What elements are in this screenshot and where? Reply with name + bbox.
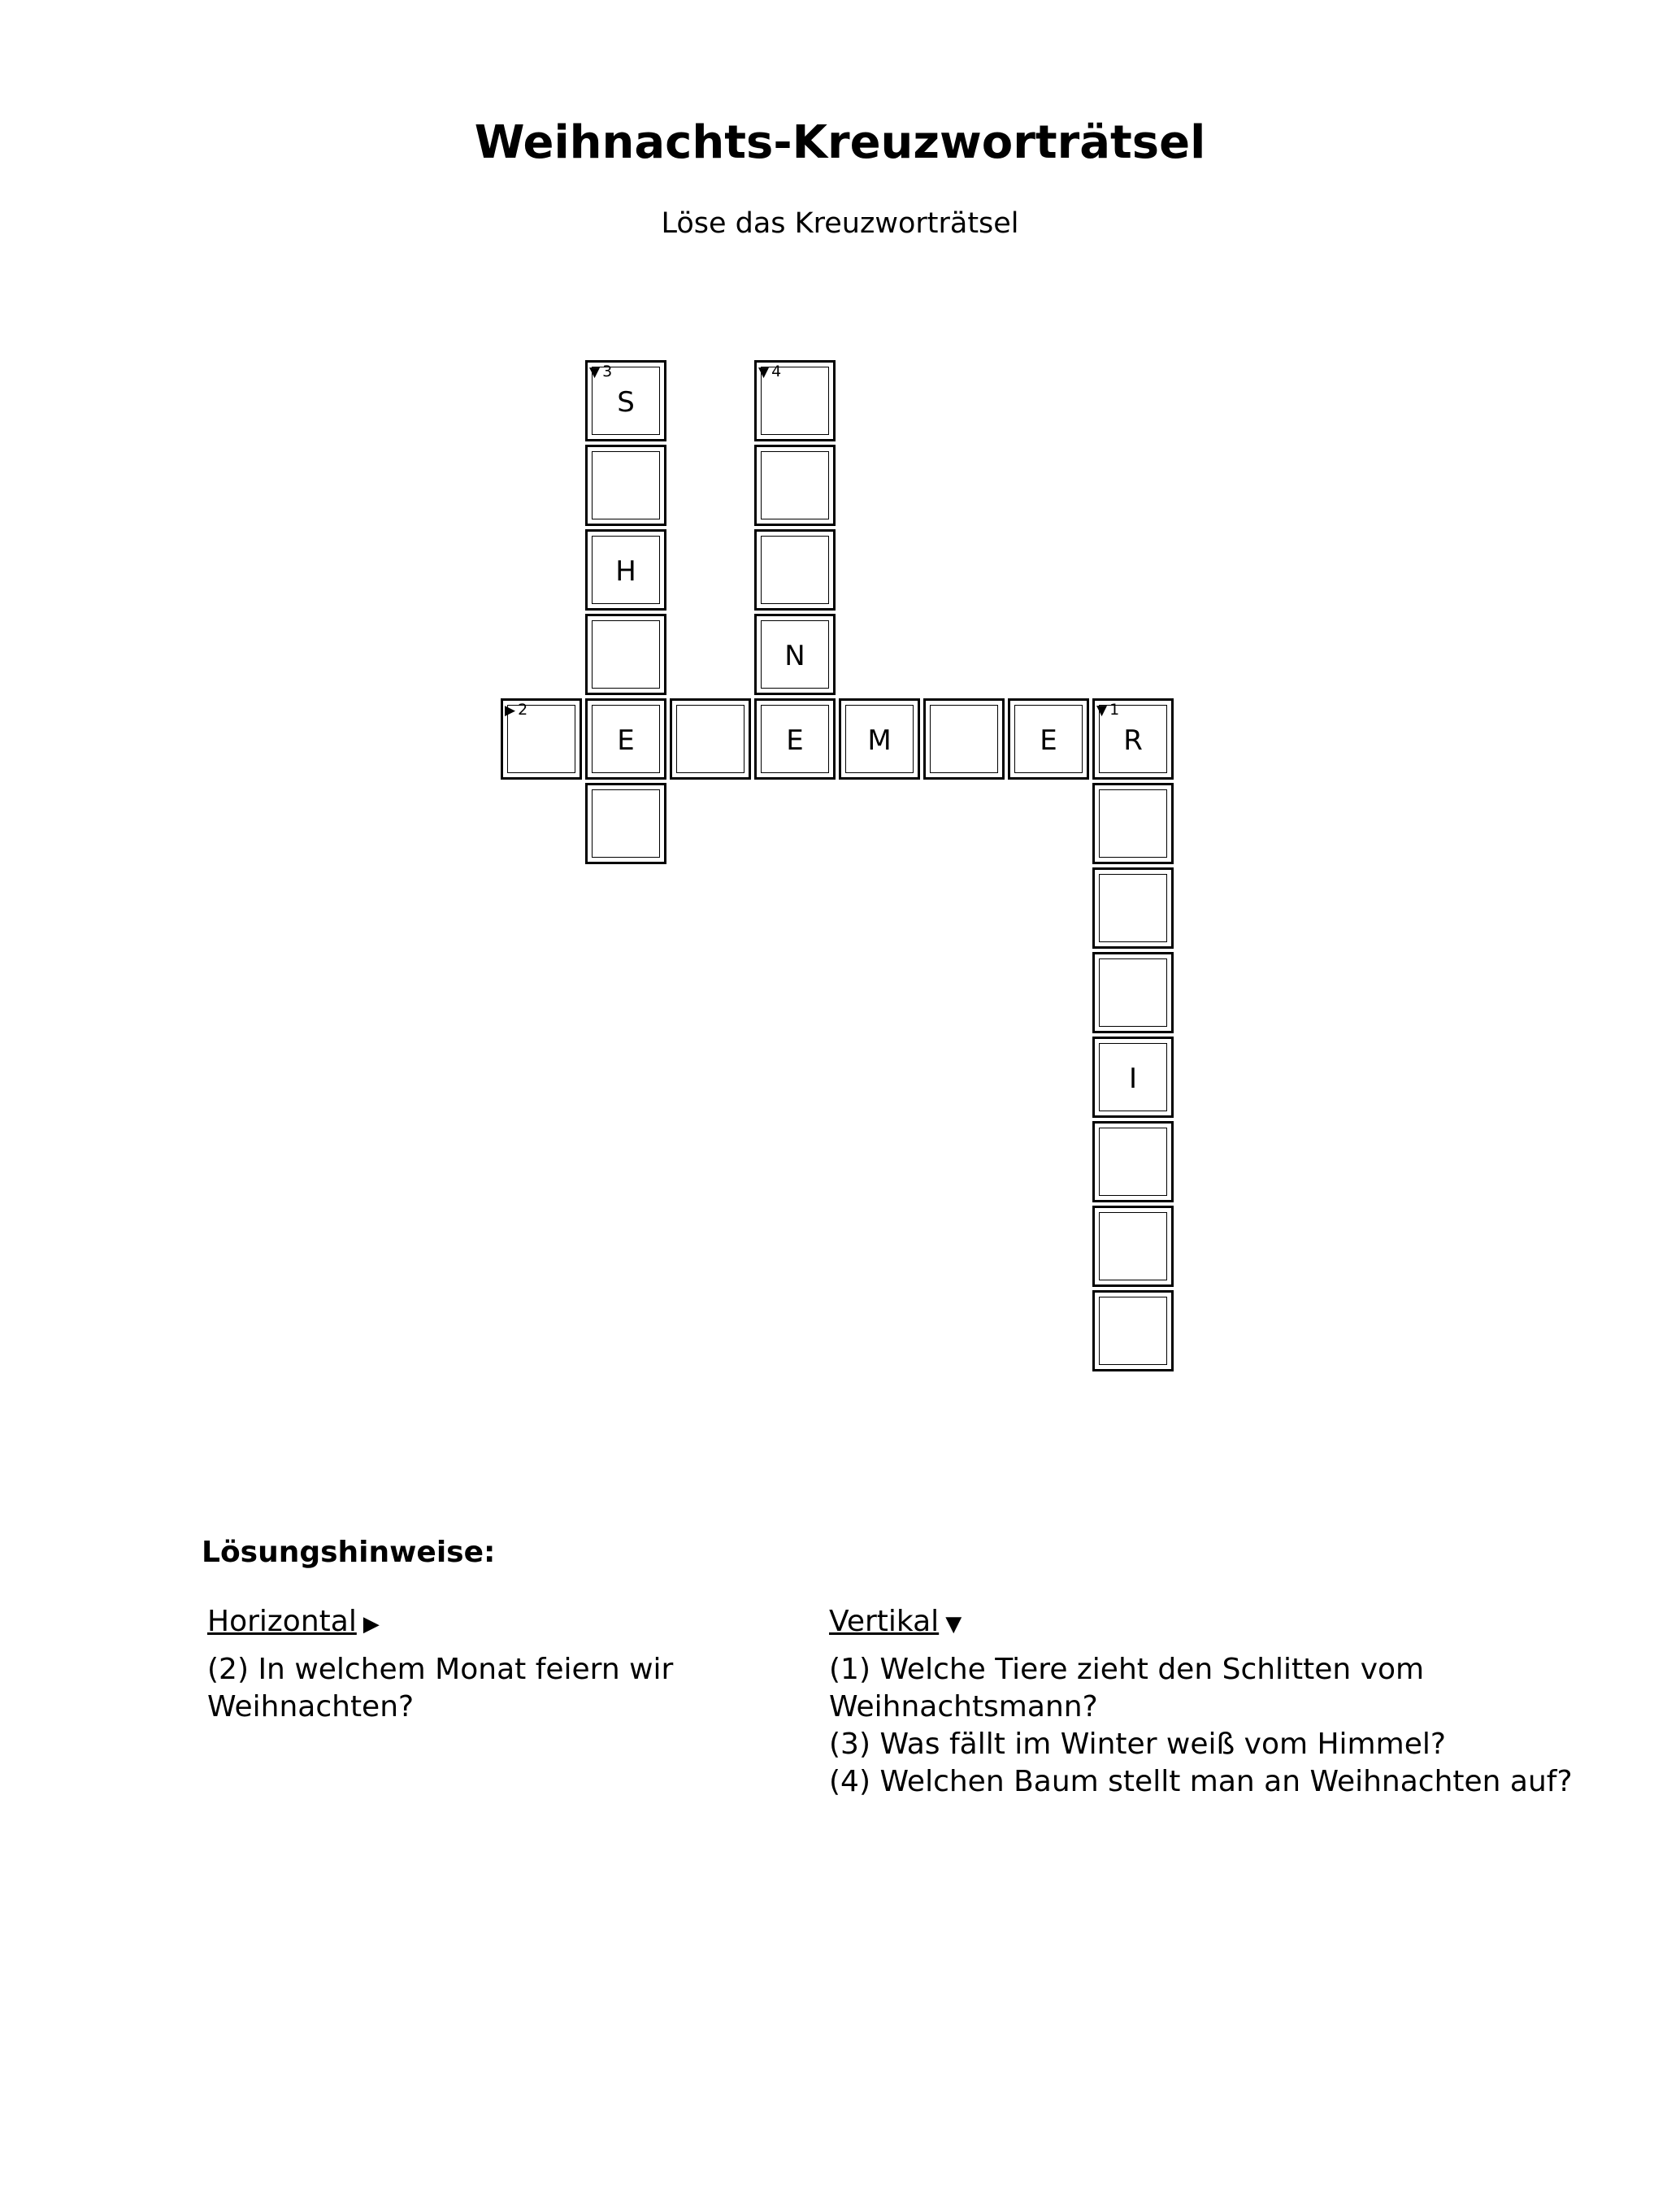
grid-cell[interactable] bbox=[1092, 1121, 1174, 1202]
cell-letter: N bbox=[784, 640, 805, 672]
cell-letter bbox=[1095, 870, 1171, 946]
grid-cell[interactable] bbox=[585, 783, 666, 864]
cell-letter bbox=[1095, 1208, 1171, 1284]
grid-cell[interactable] bbox=[585, 614, 666, 695]
page-title: Weihnachts-Kreuzworträtsel bbox=[474, 116, 1206, 169]
cell-letter bbox=[757, 532, 833, 608]
grid-cell[interactable] bbox=[585, 360, 666, 441]
cell-letter bbox=[757, 447, 833, 524]
horizontal-clues bbox=[207, 1603, 776, 1726]
cell-letter: I bbox=[1128, 1063, 1138, 1095]
clue-text: (1) Welche Tiere zieht den Schlitten vom Weihnachtsmann? bbox=[829, 1653, 1425, 1723]
right-arrow-icon: ▶ bbox=[362, 1612, 380, 1636]
grid-cell[interactable] bbox=[1092, 783, 1174, 864]
cell-letter: E bbox=[617, 724, 635, 757]
clue-number-4: ▼ 4 bbox=[758, 363, 782, 380]
grid-cell[interactable] bbox=[1092, 952, 1174, 1033]
clue-text: (4) Welchen Baum stellt man an Weihnachten auf? bbox=[829, 1765, 1573, 1798]
clue-text: (2) In welchem Monat feiern wir Weihnachten? bbox=[207, 1653, 674, 1723]
down-arrow-icon: ▼ bbox=[589, 364, 601, 380]
cell-letter: H bbox=[615, 555, 636, 588]
grid-cell[interactable] bbox=[1092, 1037, 1174, 1118]
clue-number-1: ▼ 1 bbox=[1096, 701, 1120, 719]
grid-cell[interactable] bbox=[754, 445, 836, 526]
cell-letter: E bbox=[786, 724, 804, 757]
down-arrow-icon: ▼ bbox=[945, 1612, 962, 1636]
cell-letter bbox=[672, 701, 749, 777]
grid-cell[interactable] bbox=[585, 529, 666, 611]
grid-cell[interactable] bbox=[501, 698, 582, 780]
grid-cell[interactable] bbox=[839, 698, 920, 780]
cell-letter bbox=[588, 785, 664, 862]
grid-cell[interactable] bbox=[1092, 867, 1174, 949]
grid-cell[interactable] bbox=[923, 698, 1005, 780]
cell-letter: S bbox=[617, 386, 635, 419]
grid-cell[interactable] bbox=[1008, 698, 1089, 780]
grid-cell[interactable] bbox=[754, 614, 836, 695]
cell-letter bbox=[1095, 785, 1171, 862]
grid-cell[interactable] bbox=[1092, 698, 1174, 780]
cell-letter bbox=[588, 447, 664, 524]
cell-letter: R bbox=[1123, 724, 1143, 757]
down-arrow-icon: ▼ bbox=[758, 364, 770, 380]
clue-text: (3) Was fällt im Winter weiß vom Himmel? bbox=[829, 1728, 1446, 1761]
cell-letter bbox=[926, 701, 1002, 777]
hints-heading: Lösungshinweise: bbox=[202, 1536, 496, 1569]
cell-letter: M bbox=[867, 724, 892, 757]
cell-letter: E bbox=[1040, 724, 1057, 757]
grid-cell[interactable] bbox=[1092, 1290, 1174, 1371]
grid-cell[interactable] bbox=[1092, 1206, 1174, 1287]
cell-letter bbox=[1095, 1293, 1171, 1369]
cell-letter bbox=[588, 616, 664, 693]
cell-letter bbox=[1095, 1124, 1171, 1200]
grid-cell[interactable] bbox=[585, 445, 666, 526]
vertical-heading: Vertikal ▼ bbox=[829, 1603, 1642, 1643]
grid-cell[interactable] bbox=[754, 698, 836, 780]
horizontal-heading: Horizontal ▶ bbox=[207, 1603, 776, 1643]
grid-cell[interactable] bbox=[754, 360, 836, 441]
grid-cell[interactable] bbox=[670, 698, 751, 780]
cell-letter bbox=[757, 363, 833, 439]
grid-cell[interactable] bbox=[585, 698, 666, 780]
cell-letter bbox=[503, 701, 580, 777]
vertical-clues bbox=[829, 1603, 1642, 1801]
page-subtitle: Löse das Kreuzworträtsel bbox=[661, 207, 1019, 240]
right-arrow-icon: ▶ bbox=[505, 702, 516, 719]
clue-number-2: ▶ 2 bbox=[505, 701, 528, 719]
clue-number-3: ▼ 3 bbox=[589, 363, 613, 380]
cell-letter bbox=[1095, 954, 1171, 1031]
grid-cell[interactable] bbox=[754, 529, 836, 611]
down-arrow-icon: ▼ bbox=[1096, 702, 1108, 719]
